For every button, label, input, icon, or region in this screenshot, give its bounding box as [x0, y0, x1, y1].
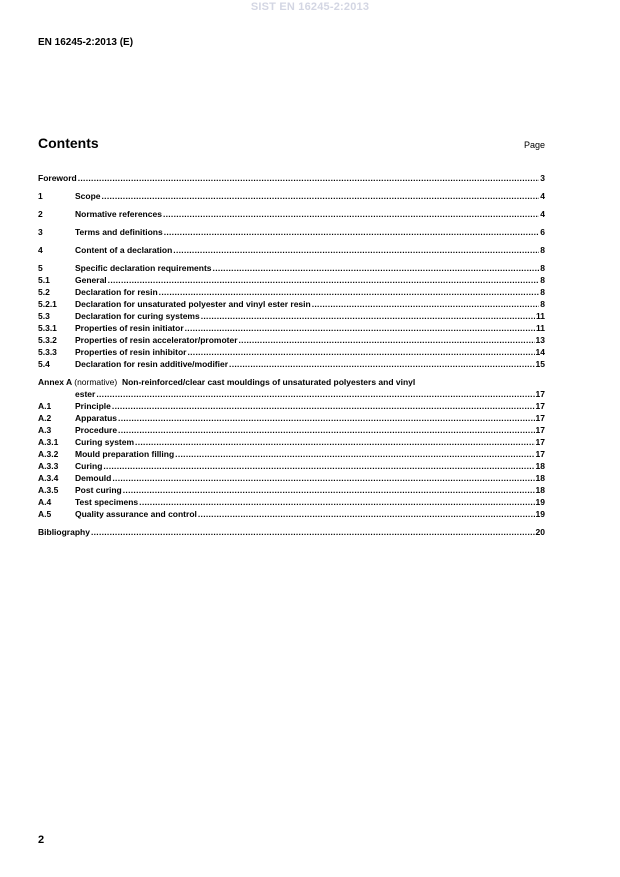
toc-entry-title: Foreword	[38, 173, 77, 183]
toc-entry-title: Mould preparation filling	[75, 449, 175, 459]
toc-entry-page: 8	[540, 263, 545, 273]
toc-entry-page: 19	[535, 509, 545, 519]
toc-entry-number: 3	[38, 227, 43, 237]
toc-entry-title: Properties of resin initiator	[75, 323, 184, 333]
page-number: 2	[38, 834, 45, 846]
annex-title-line1: Non-reinforced/clear cast mouldings of unsaturated polyesters and vinyl	[121, 377, 416, 387]
toc-entry-number: A.1	[38, 401, 52, 411]
dot-leader	[198, 508, 535, 520]
toc-entry-number: A.3.2	[38, 449, 59, 459]
toc-group-5	[38, 262, 545, 370]
annex-title-continuation	[38, 388, 545, 400]
dot-leader	[213, 262, 540, 274]
toc-entry-page: 3	[540, 173, 545, 183]
toc-entry-title: Terms and definitions	[75, 227, 163, 237]
toc-entry-bibliography[interactable]	[38, 526, 545, 538]
toc-entry-title: General	[75, 275, 107, 285]
toc-entry-page: 17	[535, 449, 545, 459]
toc-entry-page: 17	[535, 413, 545, 423]
toc-group-2	[38, 208, 545, 220]
toc-group-annex-items	[38, 400, 545, 520]
document-id: EN 16245-2:2013 (E)	[38, 37, 134, 48]
dot-leader	[159, 286, 540, 298]
dot-leader	[175, 448, 534, 460]
toc-entry-title: Procedure	[75, 425, 118, 435]
toc-entry-title: Post curing	[75, 485, 122, 495]
toc-entry-page: 17	[535, 401, 545, 411]
toc-entry-page: 20	[535, 527, 545, 537]
toc-entry[interactable]	[38, 226, 545, 238]
toc-entry-number: A.4	[38, 497, 52, 507]
toc-entry[interactable]	[38, 508, 545, 520]
dot-leader	[164, 226, 540, 238]
toc-entry-page: 18	[535, 485, 545, 495]
dot-leader	[201, 310, 535, 322]
toc-entry-number: A.3	[38, 425, 52, 435]
dot-leader	[173, 244, 539, 256]
dot-leader	[229, 358, 534, 370]
toc-entry-number: 2	[38, 209, 43, 219]
toc-entry-number: 5.2.1	[38, 299, 57, 309]
page-column-label: Page	[523, 140, 545, 150]
toc-entry[interactable]	[38, 412, 545, 424]
toc-entry[interactable]	[38, 358, 545, 370]
annex-title-line2: ester	[75, 389, 96, 399]
toc-entry-page: 13	[535, 335, 545, 345]
toc-entry-number: 5.4	[38, 359, 50, 369]
toc-entry-page: 19	[535, 497, 545, 507]
toc-entry-number: A.3.3	[38, 461, 59, 471]
toc-entry-title: Quality assurance and control	[75, 509, 197, 519]
toc-entry-number: A.5	[38, 509, 52, 519]
toc-entry-number: 5.3	[38, 311, 50, 321]
toc-entry[interactable]	[38, 334, 545, 346]
toc-annex-a[interactable]	[38, 376, 545, 400]
toc-entry-title: Normative references	[75, 209, 162, 219]
toc-entry-number: 5.2	[38, 287, 50, 297]
dot-leader	[187, 346, 534, 358]
toc-entry[interactable]	[38, 484, 545, 496]
dot-leader	[102, 190, 540, 202]
toc-group-3	[38, 226, 545, 238]
toc-entry-page: 15	[535, 359, 545, 369]
toc-entry-page: 17	[535, 425, 545, 435]
toc-entry-page: 8	[540, 299, 545, 309]
toc-entry-title: Declaration for unsaturated polyester and vinyl ester resin	[75, 299, 311, 309]
dot-leader	[112, 400, 535, 412]
toc-entry[interactable]	[38, 346, 545, 358]
table-of-contents	[38, 172, 545, 538]
toc-entry-title: Content of a declaration	[75, 245, 173, 255]
toc-entry-page: 17	[535, 389, 545, 399]
toc-entry-number: 5.1	[38, 275, 50, 285]
toc-entry-number: 5.3.2	[38, 335, 57, 345]
toc-entry-page: 6	[540, 227, 545, 237]
toc-entry[interactable]	[38, 310, 545, 322]
toc-entry-title: Principle	[75, 401, 111, 411]
watermark: SIST EN 16245-2:2013	[250, 1, 370, 13]
dot-leader	[135, 436, 534, 448]
toc-entry[interactable]	[38, 436, 545, 448]
toc-entry-number: 4	[38, 245, 43, 255]
toc-entry-page: 8	[540, 245, 545, 255]
toc-entry-page: 18	[535, 461, 545, 471]
toc-entry-title: Properties of resin inhibitor	[75, 347, 187, 357]
toc-entry[interactable]	[38, 190, 545, 202]
toc-entry-page: 4	[540, 209, 545, 219]
toc-entry-number: A.3.1	[38, 437, 59, 447]
toc-entry[interactable]	[38, 262, 545, 274]
toc-entry-page: 17	[535, 437, 545, 447]
toc-entry[interactable]	[38, 244, 545, 256]
toc-entry-number: 5	[38, 263, 43, 273]
toc-entry[interactable]	[38, 448, 545, 460]
toc-entry-page: 14	[535, 347, 545, 357]
toc-entry-title: Specific declaration requirements	[75, 263, 212, 273]
dot-leader	[96, 388, 534, 400]
toc-entry-page: 8	[540, 287, 545, 297]
annex-qualifier: (normative)	[74, 377, 118, 387]
toc-entry[interactable]	[38, 274, 545, 286]
annex-label: Annex A	[38, 377, 72, 387]
toc-entry[interactable]	[38, 298, 545, 310]
toc-entry-number: 5.3.3	[38, 347, 57, 357]
dot-leader	[91, 526, 535, 538]
dot-leader	[112, 472, 534, 484]
toc-group-1	[38, 190, 545, 202]
toc-group-4	[38, 244, 545, 256]
dot-leader	[139, 496, 534, 508]
toc-entry-title: Declaration for curing systems	[75, 311, 200, 321]
toc-entry[interactable]	[38, 472, 545, 484]
dot-leader	[123, 484, 535, 496]
toc-entry-page: 11	[536, 311, 545, 321]
toc-entry-number: 5.3.1	[38, 323, 57, 333]
toc-entry[interactable]	[38, 496, 545, 508]
toc-entry-title: Test specimens	[75, 497, 139, 507]
toc-entry-title: Demould	[75, 473, 112, 483]
toc-entry[interactable]	[38, 286, 545, 298]
toc-entry-number: A.3.5	[38, 485, 59, 495]
toc-entry[interactable]	[38, 424, 545, 436]
dot-leader	[78, 172, 540, 184]
dot-leader	[312, 298, 540, 310]
toc-entry-title: Curing system	[75, 437, 135, 447]
toc-entry-title: Properties of resin accelerator/promoter	[75, 335, 238, 345]
toc-entry-foreword[interactable]	[38, 172, 545, 184]
dot-leader	[108, 274, 540, 286]
page-title: Contents	[38, 135, 99, 151]
toc-entry-title: Curing	[75, 461, 103, 471]
dot-leader	[118, 424, 534, 436]
annex-heading	[38, 376, 545, 388]
toc-entry-number: A.2	[38, 413, 52, 423]
toc-entry-number: A.3.4	[38, 473, 59, 483]
dot-leader	[103, 460, 534, 472]
toc-entry-title: Declaration for resin additive/modifier	[75, 359, 229, 369]
toc-entry-title: Declaration for resin	[75, 287, 158, 297]
toc-entry[interactable]	[38, 400, 545, 412]
toc-entry-page: 4	[540, 191, 545, 201]
toc-entry-page: 18	[535, 473, 545, 483]
toc-entry-page: 11	[536, 323, 545, 333]
toc-entry-title: Scope	[75, 191, 101, 201]
toc-entry-page: 8	[540, 275, 545, 285]
dot-leader	[185, 322, 535, 334]
toc-entry[interactable]	[38, 460, 545, 472]
toc-entry[interactable]	[38, 322, 545, 334]
dot-leader	[118, 412, 534, 424]
toc-entry-number: 1	[38, 191, 43, 201]
dot-leader	[239, 334, 535, 346]
toc-entry-title: Bibliography	[38, 527, 90, 537]
toc-entry[interactable]	[38, 208, 545, 220]
toc-entry-title: Apparatus	[75, 413, 118, 423]
dot-leader	[163, 208, 539, 220]
